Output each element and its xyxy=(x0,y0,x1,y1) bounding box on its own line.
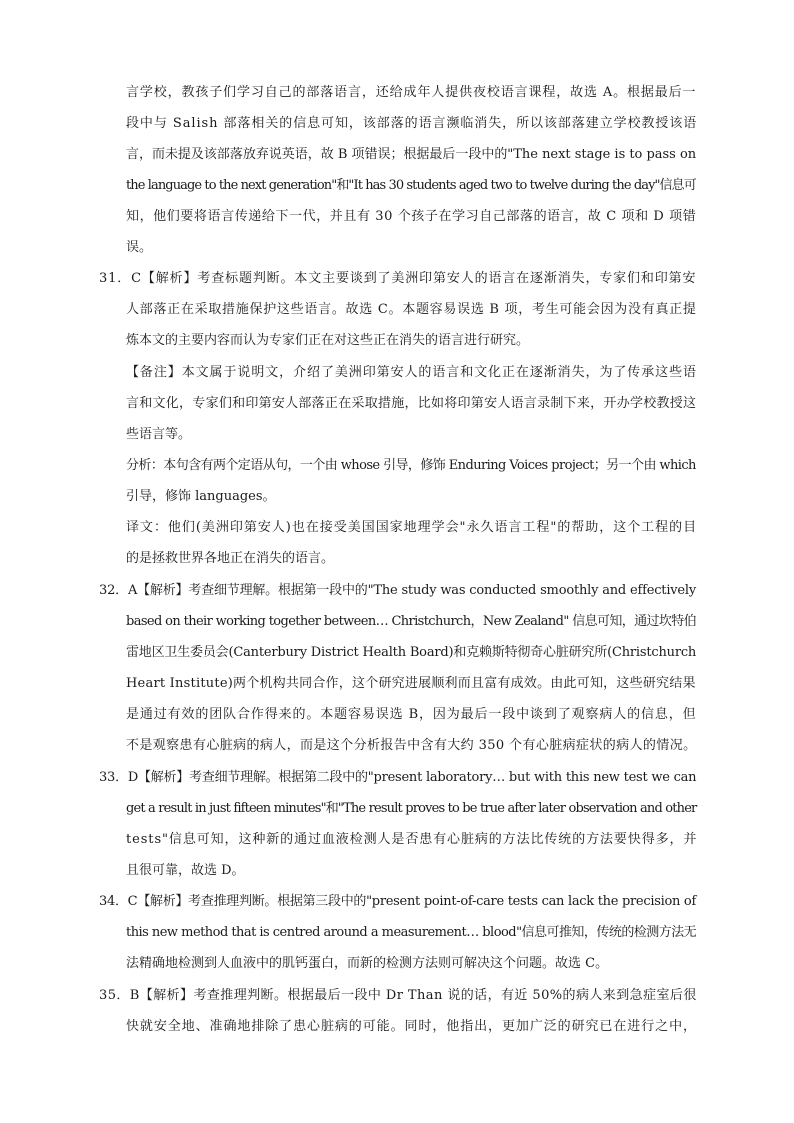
text-line: 人部落正在采取措施保护这些语言。故选 C。本题容易误选 B 项，考生可能会因为没有真正提 xyxy=(126,302,697,317)
text-line: 的是拯救世界各地正在消失的语言。 xyxy=(126,551,335,566)
text-line: based on their working together between… Christchurch，New Zealand" 信息可知，通过坎特伯 xyxy=(126,614,697,629)
text-line: 35．B【解析】考查推理判断。根据最后一段中 Dr Than 说的话，有近 50%的病人来到急症室后很 xyxy=(99,988,697,1003)
text-line: 快就安全地、准确地排除了患心脏病的可能。同时，他指出，更加广泛的研究已在进行之中， xyxy=(126,1019,697,1034)
text-line: 34．C【解析】考查推理判断。根据第三段中的"present point-of-care tests can lack the precision of xyxy=(99,894,696,909)
text-line: tests"信息可知，这种新的通过血液检测人是否患有心脏病的方法比传统的方法要快得多，并 xyxy=(126,832,698,847)
text-line: 引导，修饰 languages。 xyxy=(126,489,276,504)
text-line: get a result in just fifteen minutes"和"The result proves to be true after later observation and other xyxy=(126,801,697,816)
text-line: 段中与 Salish 部落相关的信息可知，该部落的语言濒临消失，所以该部落建立学校教授该语 xyxy=(126,116,698,131)
text-line: 33．D【解析】考查细节理解。根据第二段中的"present laboratory… but with this new test we can xyxy=(99,770,697,785)
text-line: 法精确地检测到人血液中的肌钙蛋白，而新的检测方法则可解决这个问题。故选 C。 xyxy=(126,956,609,971)
text-line: 译文：他们(美洲印第安人)也在接受美国国家地理学会"永久语言工程"的帮助，这个工程的目 xyxy=(126,520,698,535)
text-line: 雷地区卫生委员会(Canterbury District Health Board)和克赖斯特彻奇心脏研究所(Christchurch xyxy=(126,645,697,660)
text-line: Heart Institute)两个机构共同合作，这个研究进展顺利而且富有成效。由此可知，这些研究结果 xyxy=(126,676,696,691)
text-line: 误。 xyxy=(126,240,153,255)
text-line: 言学校，教孩子们学习自己的部落语言，还给成年人提供夜校语言课程，故选 A。根据最后一 xyxy=(126,85,697,100)
text-line: 32．A【解析】考查细节理解。根据第一段中的"The study was conducted smoothly and effectively xyxy=(99,583,697,598)
text-line: 知，他们要将语言传递给下一代，并且有 30 个孩子在学习自己部落的语言，故 C 项和 D 项错 xyxy=(126,209,697,224)
text-line: 言和文化，专家们和印第安人部落正在采取措施，比如将印第安人语言录制下来，开办学校教授这 xyxy=(126,396,697,411)
text-line: 炼本文的主要内容而认为专家们正在对这些正在消失的语言进行研究。 xyxy=(126,333,530,348)
text-line: 些语言等。 xyxy=(126,427,192,442)
text-line: 不是观察患有心脏病的病人，而是这个分析报告中含有大约 350 个有心脏病症状的病人的情况。 xyxy=(126,738,697,753)
text-line: 分析：本句含有两个定语从句，一个由 whose 引导，修饰 Enduring Voices project；另一个由 which xyxy=(126,458,696,473)
text-line: 是通过有效的团队合作得来的。本题容易误选 B，因为最后一段中谈到了观察病人的信息，但 xyxy=(126,707,697,722)
text-line: 【备注】本文属于说明文，介绍了美洲印第安人的语言和文化正在逐渐消失，为了传承这些语 xyxy=(126,365,697,380)
text-line: 且很可靠，故选 D。 xyxy=(126,863,245,878)
text-line: 31．C【解析】考查标题判断。本文主要谈到了美洲印第安人的语言在逐渐消失，专家们和印第安 xyxy=(99,271,697,286)
text-line: 言，而未提及该部落放弃说英语，故 B 项错误；根据最后一段中的"The next stage is to pass on xyxy=(126,147,697,162)
text-line: this new method that is centred around a measurement… blood"信息可推知，传统的检测方法无 xyxy=(126,925,697,940)
text-line: the language to the next generation"和"It has 30 students aged two to twelve during the day"信息可 xyxy=(126,178,696,193)
